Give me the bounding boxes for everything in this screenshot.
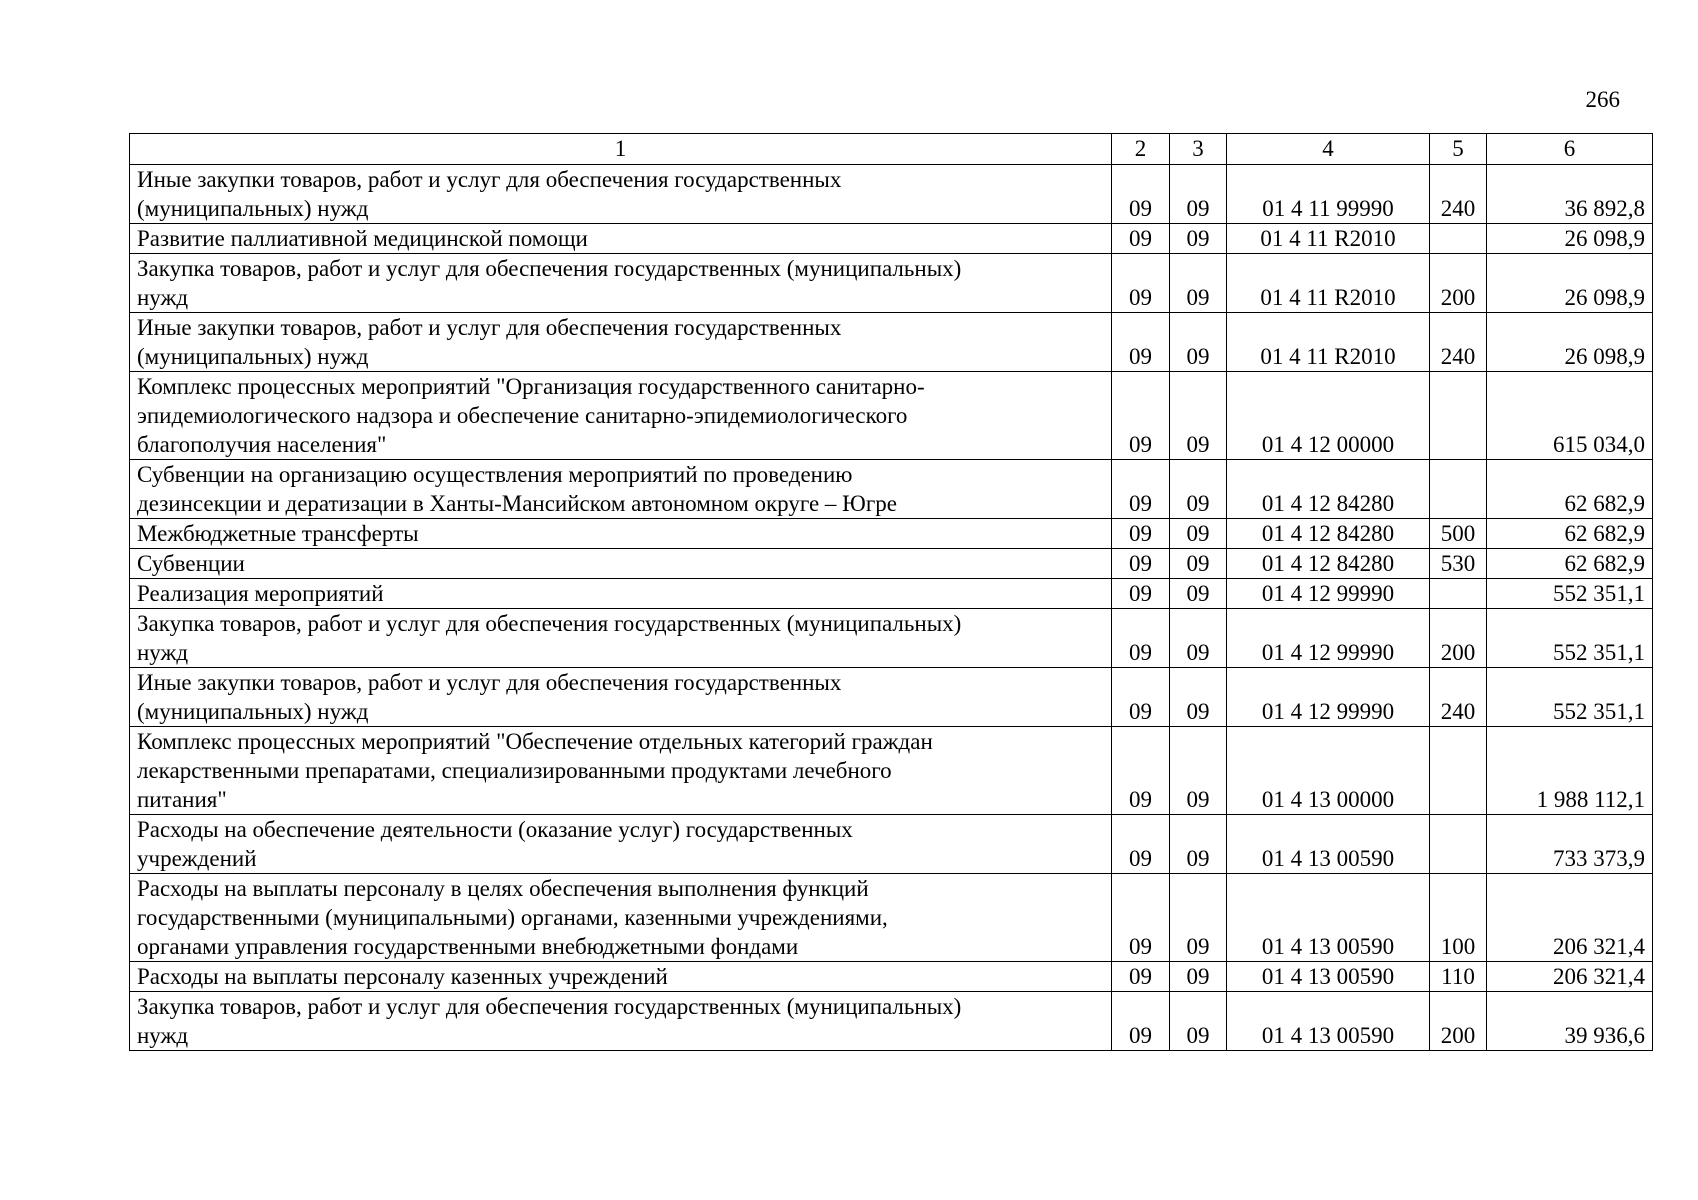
row-code-cell: 01 4 13 00590	[1227, 874, 1430, 962]
row-expense-type-cell: 240	[1430, 165, 1487, 224]
row-col-2-cell: 09	[1112, 313, 1170, 372]
row-expense-type-cell: 200	[1430, 992, 1487, 1051]
row-amount-cell: 26 098,9	[1487, 254, 1653, 313]
row-amount-cell: 206 321,4	[1487, 962, 1653, 992]
row-expense-type-cell: 110	[1430, 962, 1487, 992]
row-name-line: учреждений	[137, 846, 257, 871]
table-row	[130, 460, 1653, 519]
table-row	[130, 519, 1653, 549]
table-row	[130, 727, 1653, 815]
row-amount-cell: 62 682,9	[1487, 460, 1653, 519]
row-col-2-cell: 09	[1112, 992, 1170, 1051]
table-row	[130, 165, 1653, 224]
row-amount-cell: 552 351,1	[1487, 609, 1653, 668]
header-col-2: 2	[1112, 134, 1170, 165]
row-col-2-cell: 09	[1112, 224, 1170, 254]
row-name-line: Закупка товаров, работ и услуг для обеспечения государственных (муниципальных)	[137, 994, 962, 1019]
row-name-line: Иные закупки товаров, работ и услуг для обеспечения государственных	[137, 315, 842, 340]
row-col-3-cell: 09	[1170, 549, 1227, 579]
row-amount-cell: 206 321,4	[1487, 874, 1653, 962]
row-name-cell	[130, 549, 1112, 579]
row-name-line: Расходы на выплаты персоналу казенных учреждений	[137, 964, 668, 989]
row-expense-type-cell: 200	[1430, 254, 1487, 313]
row-col-3-cell: 09	[1170, 579, 1227, 609]
row-name-line: (муниципальных) нужд	[137, 196, 369, 221]
row-col-3-cell: 09	[1170, 460, 1227, 519]
page-number: 266	[1585, 87, 1620, 112]
row-name-line: (муниципальных) нужд	[137, 344, 369, 369]
row-col-3-cell: 09	[1170, 313, 1227, 372]
row-amount-cell: 615 034,0	[1487, 372, 1653, 460]
row-name-cell	[130, 165, 1112, 224]
row-amount-cell: 36 892,8	[1487, 165, 1653, 224]
row-col-2-cell: 09	[1112, 579, 1170, 609]
row-code-cell: 01 4 11 R2010	[1227, 254, 1430, 313]
budget-table	[129, 133, 1653, 1051]
row-col-3-cell: 09	[1170, 815, 1227, 874]
row-code-cell: 01 4 13 00590	[1227, 815, 1430, 874]
row-code-cell: 01 4 11 R2010	[1227, 313, 1430, 372]
table-row	[130, 254, 1653, 313]
row-col-3-cell: 09	[1170, 254, 1227, 313]
row-amount-cell: 26 098,9	[1487, 313, 1653, 372]
row-name-line: дезинсекции и дератизации в Ханты-Мансийском автономном округе – Югре	[137, 491, 897, 516]
row-amount-cell: 733 373,9	[1487, 815, 1653, 874]
row-col-3-cell: 09	[1170, 519, 1227, 549]
row-name-line: Иные закупки товаров, работ и услуг для обеспечения государственных	[137, 670, 842, 695]
row-name-cell	[130, 992, 1112, 1051]
row-code-cell: 01 4 11 99990	[1227, 165, 1430, 224]
row-name-cell	[130, 609, 1112, 668]
row-code-cell: 01 4 13 00000	[1227, 727, 1430, 815]
header-col-1: 1	[130, 134, 1112, 165]
row-name-cell	[130, 254, 1112, 313]
header-col-5: 5	[1430, 134, 1487, 165]
row-col-2-cell: 09	[1112, 254, 1170, 313]
row-col-3-cell: 09	[1170, 165, 1227, 224]
row-name-line: Субвенции	[137, 551, 245, 576]
row-amount-cell: 1 988 112,1	[1487, 727, 1653, 815]
row-expense-type-cell	[1430, 372, 1487, 460]
table-row	[130, 668, 1653, 727]
row-col-2-cell: 09	[1112, 519, 1170, 549]
row-amount-cell: 62 682,9	[1487, 549, 1653, 579]
row-amount-cell: 552 351,1	[1487, 668, 1653, 727]
row-name-cell	[130, 579, 1112, 609]
row-col-2-cell: 09	[1112, 962, 1170, 992]
row-name-line: Развитие паллиативной медицинской помощи	[137, 226, 588, 251]
budget-table-body	[130, 134, 1653, 1051]
table-row	[130, 313, 1653, 372]
row-name-cell	[130, 313, 1112, 372]
row-col-3-cell: 09	[1170, 727, 1227, 815]
row-name-line: (муниципальных) нужд	[137, 699, 369, 724]
row-code-cell: 01 4 12 00000	[1227, 372, 1430, 460]
header-col-4: 4	[1227, 134, 1430, 165]
row-name-line: Субвенции на организацию осуществления мероприятий по проведению	[137, 462, 853, 487]
row-code-cell: 01 4 12 84280	[1227, 519, 1430, 549]
row-name-line: нужд	[137, 285, 189, 310]
table-row	[130, 962, 1653, 992]
row-col-2-cell: 09	[1112, 609, 1170, 668]
row-name-line: Расходы на обеспечение деятельности (оказание услуг) государственных	[137, 817, 853, 842]
row-amount-cell: 39 936,6	[1487, 992, 1653, 1051]
table-row	[130, 579, 1653, 609]
row-col-2-cell: 09	[1112, 372, 1170, 460]
row-col-3-cell: 09	[1170, 609, 1227, 668]
row-expense-type-cell: 240	[1430, 313, 1487, 372]
row-col-2-cell: 09	[1112, 165, 1170, 224]
row-name-cell	[130, 727, 1112, 815]
row-name-line: Расходы на выплаты персоналу в целях обеспечения выполнения функций	[137, 876, 869, 901]
row-col-2-cell: 09	[1112, 668, 1170, 727]
row-code-cell: 01 4 11 R2010	[1227, 224, 1430, 254]
row-col-3-cell: 09	[1170, 372, 1227, 460]
row-name-cell	[130, 519, 1112, 549]
row-expense-type-cell	[1430, 224, 1487, 254]
row-col-3-cell: 09	[1170, 224, 1227, 254]
row-expense-type-cell: 240	[1430, 668, 1487, 727]
row-code-cell: 01 4 12 84280	[1227, 549, 1430, 579]
row-amount-cell: 62 682,9	[1487, 519, 1653, 549]
row-name-line: лекарственными препаратами, специализированными продуктами лечебного	[137, 758, 892, 783]
row-name-cell	[130, 962, 1112, 992]
row-name-line: нужд	[137, 640, 189, 665]
row-expense-type-cell	[1430, 460, 1487, 519]
row-name-line: Межбюджетные трансферты	[137, 521, 419, 546]
row-expense-type-cell	[1430, 815, 1487, 874]
row-name-line: благополучия населения"	[137, 432, 387, 457]
row-name-cell	[130, 874, 1112, 962]
row-name-line: Реализация мероприятий	[137, 581, 384, 606]
row-name-line: государственными (муниципальными) органами, казенными учреждениями,	[137, 905, 888, 930]
row-name-line: Закупка товаров, работ и услуг для обеспечения государственных (муниципальных)	[137, 256, 962, 281]
row-col-2-cell: 09	[1112, 727, 1170, 815]
row-name-line: Иные закупки товаров, работ и услуг для обеспечения государственных	[137, 167, 842, 192]
row-expense-type-cell: 100	[1430, 874, 1487, 962]
row-name-cell	[130, 668, 1112, 727]
table-row	[130, 874, 1653, 962]
header-col-6: 6	[1487, 134, 1653, 165]
table-row	[130, 815, 1653, 874]
row-name-line: Закупка товаров, работ и услуг для обеспечения государственных (муниципальных)	[137, 611, 962, 636]
row-name-line: питания"	[137, 787, 227, 812]
row-code-cell: 01 4 13 00590	[1227, 992, 1430, 1051]
row-expense-type-cell	[1430, 727, 1487, 815]
table-row	[130, 224, 1653, 254]
row-col-2-cell: 09	[1112, 549, 1170, 579]
row-name-cell	[130, 460, 1112, 519]
row-name-cell	[130, 224, 1112, 254]
row-name-line: Комплекс процессных мероприятий "Организация государственного санитарно-	[137, 374, 925, 399]
row-name-line: органами управления государственными внебюджетными фондами	[137, 934, 799, 959]
header-col-3: 3	[1170, 134, 1227, 165]
row-expense-type-cell: 500	[1430, 519, 1487, 549]
table-row	[130, 372, 1653, 460]
table-row	[130, 609, 1653, 668]
row-name-cell	[130, 815, 1112, 874]
row-code-cell: 01 4 12 99990	[1227, 579, 1430, 609]
table-header-row	[130, 134, 1653, 165]
row-col-3-cell: 09	[1170, 992, 1227, 1051]
row-name-line: эпидемиологического надзора и обеспечение санитарно-эпидемиологического	[137, 403, 908, 428]
row-col-2-cell: 09	[1112, 874, 1170, 962]
row-col-2-cell: 09	[1112, 460, 1170, 519]
row-code-cell: 01 4 13 00590	[1227, 962, 1430, 992]
row-expense-type-cell: 530	[1430, 549, 1487, 579]
row-col-3-cell: 09	[1170, 962, 1227, 992]
row-code-cell: 01 4 12 99990	[1227, 668, 1430, 727]
row-col-3-cell: 09	[1170, 874, 1227, 962]
row-name-line: нужд	[137, 1023, 189, 1048]
row-name-line: Комплекс процессных мероприятий "Обеспечение отдельных категорий граждан	[137, 729, 933, 754]
row-expense-type-cell: 200	[1430, 609, 1487, 668]
row-amount-cell: 26 098,9	[1487, 224, 1653, 254]
table-row	[130, 549, 1653, 579]
row-name-cell	[130, 372, 1112, 460]
row-code-cell: 01 4 12 99990	[1227, 609, 1430, 668]
row-col-3-cell: 09	[1170, 668, 1227, 727]
row-expense-type-cell	[1430, 579, 1487, 609]
row-col-2-cell: 09	[1112, 815, 1170, 874]
row-code-cell: 01 4 12 84280	[1227, 460, 1430, 519]
row-amount-cell: 552 351,1	[1487, 579, 1653, 609]
table-row	[130, 992, 1653, 1051]
